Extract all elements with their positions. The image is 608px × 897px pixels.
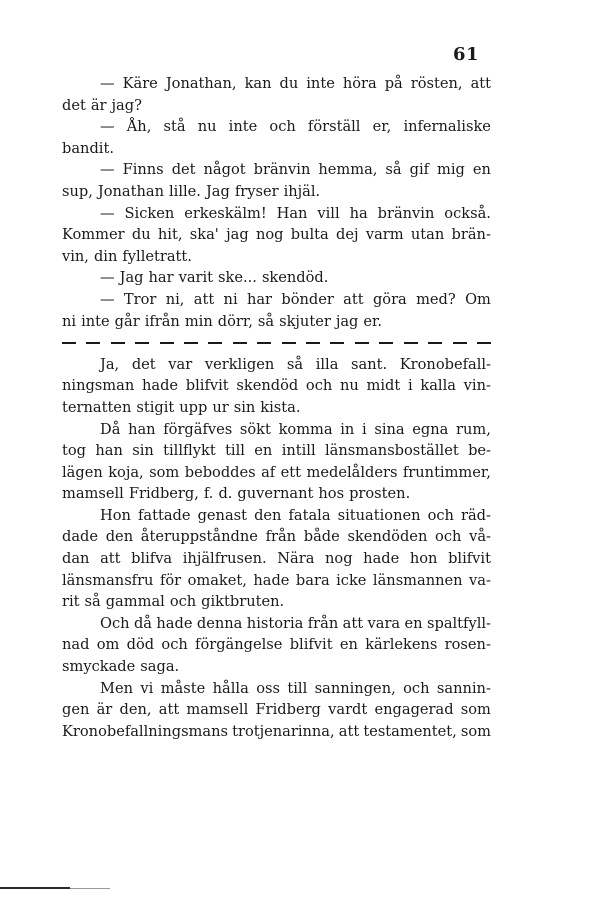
text-line: — Käre Jonathan, kan du inte höra på rösten, att: [100, 75, 491, 92]
text-line: vin, din fylletratt.: [62, 247, 192, 265]
separator-dash: [379, 342, 393, 344]
text-line: ningsman hade blifvit skendöd och nu midt i kalla vin-: [62, 377, 491, 395]
text-line: Då han förgäfves sökt komma in i sina egna rum,: [100, 420, 491, 438]
text-line: rit så gammal och giktbruten.: [62, 593, 285, 611]
text-line: Men vi måste hålla oss till sanningen, och sannin-: [100, 679, 491, 697]
separator-dash: [477, 342, 491, 344]
separator-dash: [184, 342, 198, 344]
section-separator: [62, 332, 491, 354]
text-line: dan att blifva ihjälfrusen. Nära nog hade hon blifvit: [62, 550, 491, 568]
separator-dash: [257, 342, 271, 344]
separator-dash: [404, 342, 418, 344]
separator-dash: [62, 342, 76, 344]
separator-dash: [355, 342, 369, 344]
separator-dash: [282, 342, 296, 344]
text-line: — Sicken erkeskälm! Han vill ha bränvin också.: [100, 204, 491, 222]
text-line: Hon fattade genast den fatala situationen och räd-: [100, 506, 491, 524]
separator-dash: [233, 342, 247, 344]
text-line: smyckade saga.: [62, 658, 180, 676]
separator-dash: [135, 342, 149, 344]
text-line: dade den återuppståndne från både skendöden och vå-: [62, 528, 491, 546]
text-line: länsmansfru för omaket, hade bara icke länsmannen va-: [62, 571, 491, 589]
text-line: ni inte går ifrån min dörr, så skjuter jag er.: [62, 312, 383, 330]
text-line: nad om död och förgängelse blifvit en kärlekens rosen-: [62, 636, 491, 654]
text-line: mamsell Fridberg, f. d. guvernant hos prosten.: [62, 485, 411, 503]
text-line: Och då hade denna historia från att vara en spaltfyll-: [100, 614, 491, 632]
separator-dash: [160, 342, 174, 344]
text-line: gen är den, att mamsell Fridberg vardt engagerad som: [62, 701, 491, 719]
text-line: — Tror ni, att ni har bönder att göra med? Om: [100, 290, 491, 308]
text-line: Kommer du hit, ska' jag nog bulta dej varm utan brän-: [62, 226, 491, 244]
separator-dash: [111, 342, 125, 344]
separator-dash: [86, 342, 100, 344]
bottom-edge-rule: [0, 887, 70, 889]
bottom-edge-rule-faint: [70, 888, 110, 889]
page-number: 61: [453, 44, 480, 65]
body-text: [62, 73, 491, 742]
text-line: — Åh, stå nu inte och förställ er, infernaliske: [100, 118, 491, 136]
separator-dash: [428, 342, 442, 344]
text-line: ternatten stigit upp ur sin kista.: [62, 398, 301, 416]
text-line: — Finns det något bränvin hemma, så gif mig en: [100, 161, 491, 179]
text-line: — Jag har varit ske... skendöd.: [100, 269, 329, 287]
text-line: bandit.: [62, 139, 114, 157]
separator-dash: [208, 342, 222, 344]
text-line: Kronobefallningsmans trotjenarinna, att testamentet, som: [62, 722, 491, 740]
separator-dash: [330, 342, 344, 344]
separator-dash: [453, 342, 467, 344]
text-line: Ja, det var verkligen så illa sant. Kronobefall-: [100, 355, 491, 373]
text-line: lägen koja, som beboddes af ett medelålders fruntimmer,: [62, 463, 491, 481]
text-line: sup, Jonathan lille. Jag fryser ihjäl.: [62, 182, 321, 200]
text-line: det är jag?: [62, 96, 142, 114]
separator-dash: [306, 342, 320, 344]
text-line: tog han sin tillflykt till en intill länsmansbostället be-: [62, 442, 491, 460]
